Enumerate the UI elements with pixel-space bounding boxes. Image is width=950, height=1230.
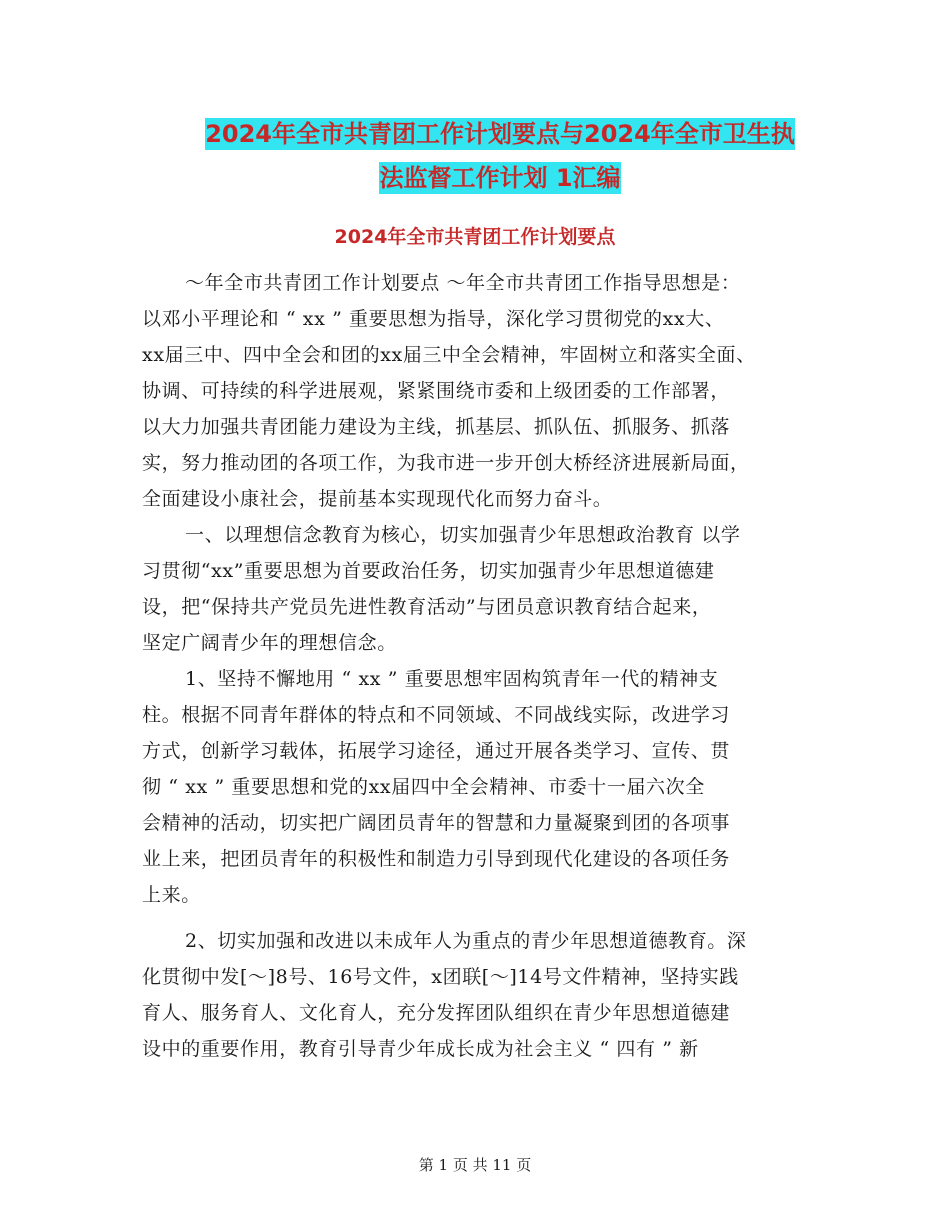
section-title: 2024年全市共青团工作计划要点 — [334, 226, 616, 248]
document-title-line-2: 法监督工作计划 1汇编 — [379, 164, 621, 192]
body-line: 彻 “ xx ” 重要思想和党的xx届四中全会精神、市委十一届六次全 — [142, 776, 705, 798]
body-line: 坚定广阔青少年的理想信念。 — [142, 632, 397, 654]
body-line: 上来。 — [142, 884, 201, 906]
body-line: 以邓小平理论和 “ xx ” 重要思想为指导，深化学习贯彻党的xx大、 — [142, 308, 725, 330]
body-line: 以大力加强共青团能力建设为主线，抓基层、抓队伍、抓服务、抓落 — [142, 416, 731, 438]
document-title-line-1: 2024年全市共青团工作计划要点与2024年全市卫生执 — [205, 120, 795, 148]
document-title — [130, 112, 870, 200]
body-line: 化贯彻中发[～]8号、16号文件，x团联[～]14号文件精神，坚持实践 — [142, 966, 739, 988]
body-line: 全面建设小康社会，提前基本实现现代化而努力奋斗。 — [142, 488, 613, 510]
body-line: 1、坚持不懈地用 “ xx ” 重要思想牢固构筑青年一代的精神支 — [185, 668, 719, 690]
body-line: 设中的重要作用，教育引导青少年成长成为社会主义 “ 四有 ” 新 — [142, 1038, 699, 1060]
body-line: 柱。根据不同青年群体的特点和不同领域、不同战线实际，改进学习 — [142, 704, 731, 726]
body-line: 方式，创新学习载体，拓展学习途径，通过开展各类学习、宣传、贯 — [142, 740, 731, 762]
body-line: 实，努力推动团的各项工作，为我市进一步开创大桥经济进展新局面， — [142, 452, 750, 474]
body-line: ～年全市共青团工作计划要点 ～年全市共青团工作指导思想是： — [185, 272, 741, 294]
body-line: 习贯彻“xx”重要思想为首要政治任务，切实加强青少年思想道德建 — [142, 560, 715, 582]
page-footer: 第 1 页 共 11 页 — [418, 1156, 532, 1174]
body-line: 业上来，把团员青年的积极性和制造力引导到现代化建设的各项任务 — [142, 848, 731, 870]
body-line: 设，把“保持共产党员先进性教育活动”与团员意识教育结合起来， — [142, 596, 712, 618]
body-line: 2、切实加强和改进以未成年人为重点的青少年思想道德教育。深 — [185, 930, 747, 952]
body-line: 育人、服务育人、文化育人，充分发挥团队组织在青少年思想道德建 — [142, 1002, 731, 1024]
body-line: xx届三中、四中全会和团的xx届三中全会精神，牢固树立和落实全面、 — [142, 344, 756, 366]
body-line: 会精神的活动，切实把广阔团员青年的智慧和力量凝聚到团的各项事 — [142, 812, 731, 834]
body-line: 协调、可持续的科学进展观，紧紧围绕市委和上级团委的工作部署， — [142, 380, 731, 402]
body-line: 一、以理想信念教育为核心，切实加强青少年思想政治教育 以学 — [185, 524, 741, 546]
